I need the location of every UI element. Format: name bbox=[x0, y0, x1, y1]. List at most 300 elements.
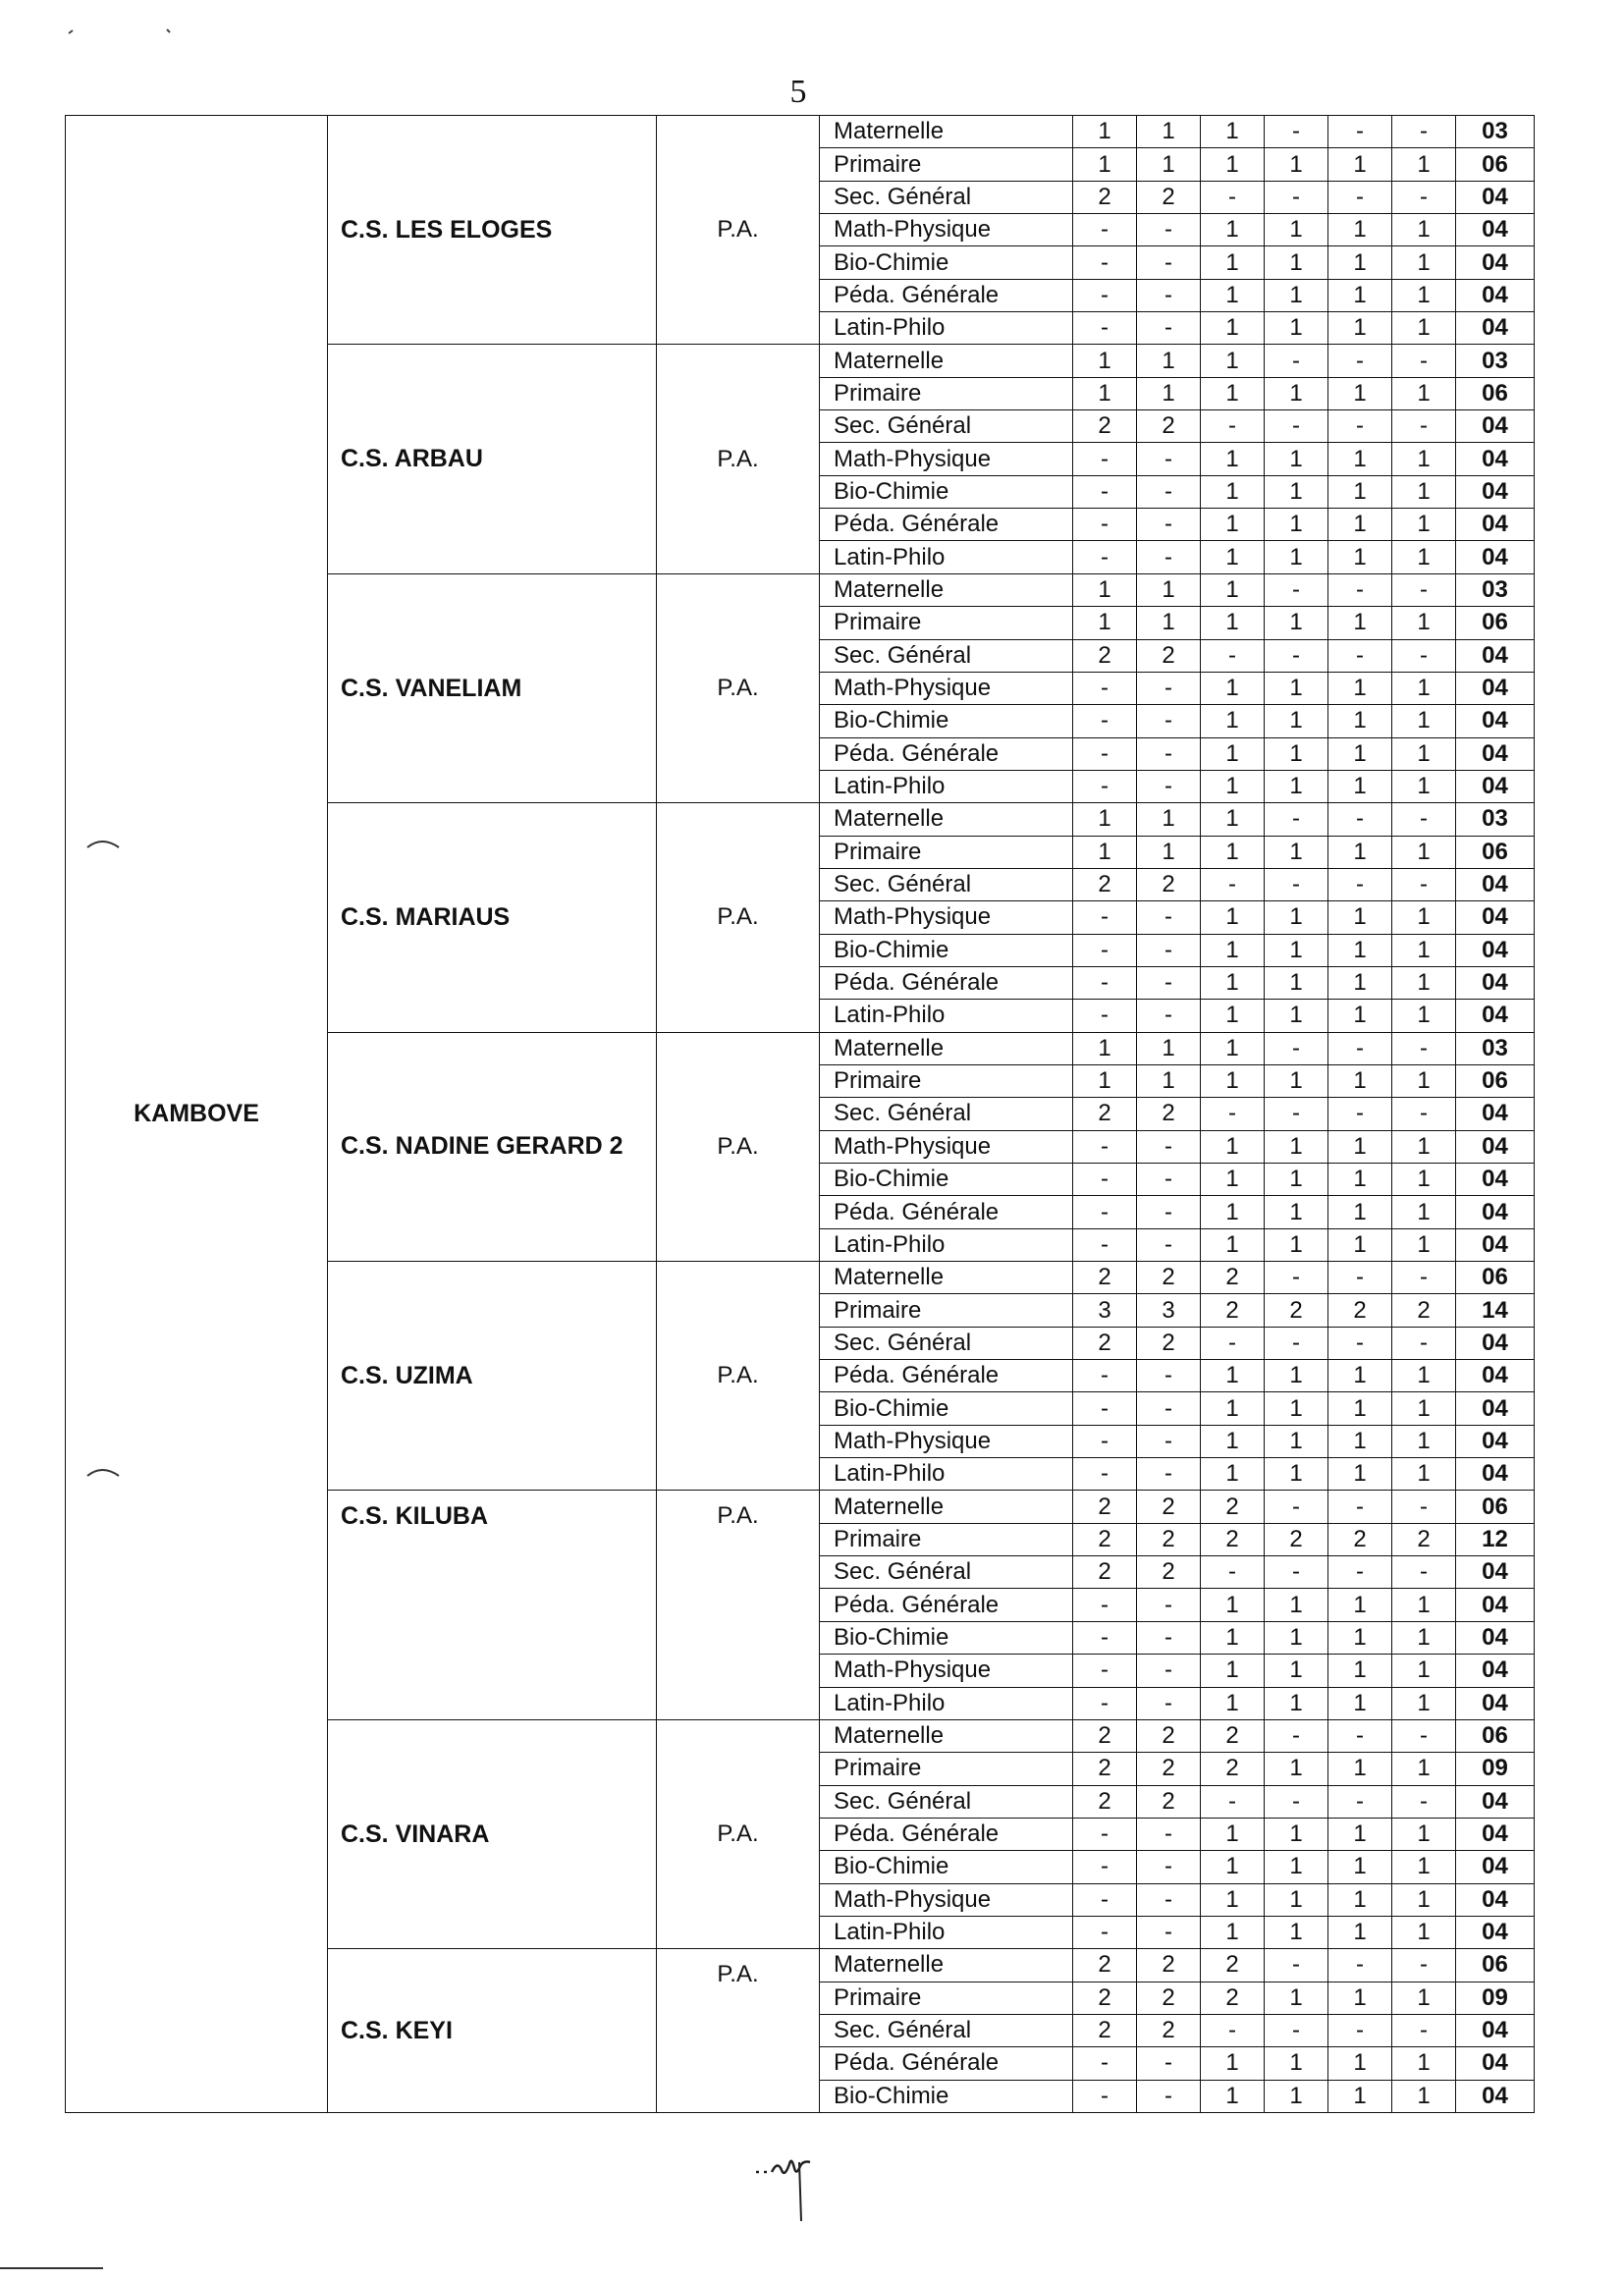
count-cell: 1 bbox=[1392, 1916, 1456, 1948]
level-label: Sec. Général bbox=[820, 1785, 1073, 1818]
count-cell: - bbox=[1137, 1458, 1201, 1491]
table-row bbox=[66, 116, 1535, 148]
count-cell: 1 bbox=[1201, 705, 1265, 737]
count-cell: 1 bbox=[1328, 1621, 1392, 1654]
total-cell: 04 bbox=[1456, 2014, 1535, 2046]
level-label: Primaire bbox=[820, 1523, 1073, 1555]
count-cell: 2 bbox=[1201, 1982, 1265, 2014]
count-cell: - bbox=[1073, 770, 1137, 802]
count-cell: - bbox=[1073, 1458, 1137, 1491]
count-cell: 1 bbox=[1392, 541, 1456, 573]
count-cell: - bbox=[1265, 410, 1328, 443]
count-cell: 1 bbox=[1265, 443, 1328, 475]
count-cell: 1 bbox=[1265, 1589, 1328, 1621]
count-cell: 2 bbox=[1137, 868, 1201, 900]
count-cell: - bbox=[1073, 705, 1137, 737]
total-cell: 04 bbox=[1456, 737, 1535, 770]
count-cell: 2 bbox=[1137, 1327, 1201, 1359]
total-cell: 04 bbox=[1456, 1130, 1535, 1163]
count-cell: - bbox=[1137, 672, 1201, 704]
count-cell: - bbox=[1073, 214, 1137, 246]
count-cell: 1 bbox=[1392, 1753, 1456, 1785]
count-cell: - bbox=[1328, 573, 1392, 606]
count-cell: 2 bbox=[1201, 1491, 1265, 1523]
count-cell: 1 bbox=[1328, 966, 1392, 999]
count-cell: 1 bbox=[1073, 377, 1137, 409]
count-cell: 1 bbox=[1265, 1982, 1328, 2014]
count-cell: 1 bbox=[1392, 148, 1456, 181]
count-cell: - bbox=[1137, 1360, 1201, 1392]
count-cell: 2 bbox=[1137, 1753, 1201, 1785]
school-status: P.A. bbox=[657, 116, 820, 345]
count-cell: 1 bbox=[1265, 1164, 1328, 1196]
level-label: Primaire bbox=[820, 377, 1073, 409]
school-name: C.S. ARBAU bbox=[328, 345, 657, 573]
count-cell: 1 bbox=[1328, 2047, 1392, 2080]
count-cell: 1 bbox=[1328, 1589, 1392, 1621]
count-cell: - bbox=[1073, 1425, 1137, 1457]
level-label: Sec. Général bbox=[820, 2014, 1073, 2046]
count-cell: - bbox=[1073, 246, 1137, 279]
count-cell: 1 bbox=[1392, 1687, 1456, 1719]
count-cell: 2 bbox=[1073, 410, 1137, 443]
count-cell: - bbox=[1265, 868, 1328, 900]
count-cell: - bbox=[1265, 1098, 1328, 1130]
margin-mark-icon bbox=[0, 2263, 108, 2273]
count-cell: 2 bbox=[1137, 1949, 1201, 1982]
total-cell: 04 bbox=[1456, 1392, 1535, 1425]
level-label: Math-Physique bbox=[820, 1425, 1073, 1457]
count-cell: - bbox=[1137, 1883, 1201, 1916]
count-cell: 1 bbox=[1392, 1228, 1456, 1261]
count-cell: 2 bbox=[1201, 1294, 1265, 1327]
count-cell: - bbox=[1137, 312, 1201, 345]
total-cell: 04 bbox=[1456, 1327, 1535, 1359]
count-cell: 1 bbox=[1265, 934, 1328, 966]
count-cell: 1 bbox=[1073, 836, 1137, 868]
count-cell: 1 bbox=[1201, 1064, 1265, 1097]
school-name: C.S. KILUBA bbox=[328, 1491, 657, 1719]
count-cell: 1 bbox=[1265, 1360, 1328, 1392]
count-cell: - bbox=[1392, 639, 1456, 672]
count-cell: 2 bbox=[1137, 1719, 1201, 1752]
count-cell: - bbox=[1328, 1949, 1392, 1982]
school-status: P.A. bbox=[657, 1719, 820, 1948]
count-cell: - bbox=[1137, 1425, 1201, 1457]
count-cell: 1 bbox=[1392, 1130, 1456, 1163]
school-status: P.A. bbox=[657, 1032, 820, 1261]
count-cell: 1 bbox=[1265, 1753, 1328, 1785]
count-cell: - bbox=[1137, 1392, 1201, 1425]
count-cell: - bbox=[1328, 1556, 1392, 1589]
count-cell: 1 bbox=[1201, 1818, 1265, 1850]
count-cell: - bbox=[1265, 1785, 1328, 1818]
count-cell: - bbox=[1137, 1818, 1201, 1850]
count-cell: - bbox=[1392, 1949, 1456, 1982]
total-cell: 09 bbox=[1456, 1753, 1535, 1785]
count-cell: 2 bbox=[1137, 1523, 1201, 1555]
level-label: Latin-Philo bbox=[820, 1916, 1073, 1948]
total-cell: 04 bbox=[1456, 475, 1535, 508]
total-cell: 04 bbox=[1456, 1916, 1535, 1948]
count-cell: 2 bbox=[1073, 868, 1137, 900]
count-cell: 1 bbox=[1392, 737, 1456, 770]
count-cell: 1 bbox=[1265, 737, 1328, 770]
count-cell: - bbox=[1073, 2080, 1137, 2112]
count-cell: - bbox=[1137, 2047, 1201, 2080]
level-label: Sec. Général bbox=[820, 1098, 1073, 1130]
level-label: Latin-Philo bbox=[820, 1000, 1073, 1032]
count-cell: 1 bbox=[1392, 1589, 1456, 1621]
count-cell: 1 bbox=[1201, 509, 1265, 541]
count-cell: 1 bbox=[1137, 607, 1201, 639]
count-cell: 1 bbox=[1392, 1982, 1456, 2014]
count-cell: 1 bbox=[1201, 541, 1265, 573]
count-cell: 1 bbox=[1265, 1916, 1328, 1948]
count-cell: 1 bbox=[1328, 934, 1392, 966]
count-cell: 1 bbox=[1201, 901, 1265, 934]
count-cell: 1 bbox=[1392, 312, 1456, 345]
total-cell: 04 bbox=[1456, 1458, 1535, 1491]
count-cell: 1 bbox=[1137, 148, 1201, 181]
count-cell: 1 bbox=[1201, 312, 1265, 345]
count-cell: 1 bbox=[1137, 1064, 1201, 1097]
count-cell: 1 bbox=[1392, 934, 1456, 966]
total-cell: 04 bbox=[1456, 1098, 1535, 1130]
count-cell: - bbox=[1137, 1687, 1201, 1719]
count-cell: - bbox=[1073, 279, 1137, 311]
total-cell: 04 bbox=[1456, 1000, 1535, 1032]
school-status: P.A. bbox=[657, 1949, 820, 2113]
count-cell: - bbox=[1073, 1687, 1137, 1719]
count-cell: - bbox=[1328, 181, 1392, 213]
count-cell: - bbox=[1328, 1098, 1392, 1130]
school-name: C.S. VINARA bbox=[328, 1719, 657, 1948]
total-cell: 09 bbox=[1456, 1982, 1535, 2014]
count-cell: - bbox=[1073, 966, 1137, 999]
level-label: Latin-Philo bbox=[820, 312, 1073, 345]
level-label: Péda. Générale bbox=[820, 2047, 1073, 2080]
level-label: Maternelle bbox=[820, 1262, 1073, 1294]
count-cell: 1 bbox=[1265, 148, 1328, 181]
count-cell: - bbox=[1392, 1262, 1456, 1294]
count-cell: 1 bbox=[1201, 770, 1265, 802]
count-cell: 2 bbox=[1137, 181, 1201, 213]
count-cell: 1 bbox=[1201, 279, 1265, 311]
count-cell: - bbox=[1265, 1032, 1328, 1064]
count-cell: - bbox=[1137, 541, 1201, 573]
count-cell: 1 bbox=[1201, 1360, 1265, 1392]
count-cell: 2 bbox=[1201, 1719, 1265, 1752]
count-cell: 1 bbox=[1265, 1130, 1328, 1163]
count-cell: 1 bbox=[1073, 345, 1137, 377]
count-cell: 1 bbox=[1201, 607, 1265, 639]
count-cell: 1 bbox=[1328, 1425, 1392, 1457]
margin-mark-icon bbox=[59, 12, 187, 41]
count-cell: 1 bbox=[1392, 246, 1456, 279]
school-name: C.S. UZIMA bbox=[328, 1262, 657, 1491]
school-status: P.A. bbox=[657, 803, 820, 1032]
total-cell: 04 bbox=[1456, 639, 1535, 672]
count-cell: 1 bbox=[1265, 1621, 1328, 1654]
count-cell: 1 bbox=[1201, 246, 1265, 279]
count-cell: 1 bbox=[1201, 1916, 1265, 1948]
school-name: C.S. MARIAUS bbox=[328, 803, 657, 1032]
count-cell: 1 bbox=[1201, 1392, 1265, 1425]
count-cell: - bbox=[1328, 1491, 1392, 1523]
count-cell: 1 bbox=[1328, 607, 1392, 639]
count-cell: 1 bbox=[1328, 705, 1392, 737]
level-label: Latin-Philo bbox=[820, 1458, 1073, 1491]
count-cell: 1 bbox=[1392, 1196, 1456, 1228]
count-cell: 1 bbox=[1201, 148, 1265, 181]
count-cell: - bbox=[1073, 672, 1137, 704]
count-cell: 1 bbox=[1328, 1360, 1392, 1392]
count-cell: 2 bbox=[1137, 1982, 1201, 2014]
total-cell: 06 bbox=[1456, 148, 1535, 181]
count-cell: 1 bbox=[1201, 2080, 1265, 2112]
total-cell: 04 bbox=[1456, 1556, 1535, 1589]
count-cell: - bbox=[1073, 443, 1137, 475]
count-cell: 1 bbox=[1201, 345, 1265, 377]
count-cell: - bbox=[1328, 410, 1392, 443]
level-label: Bio-Chimie bbox=[820, 1851, 1073, 1883]
count-cell: 1 bbox=[1328, 1196, 1392, 1228]
total-cell: 06 bbox=[1456, 1719, 1535, 1752]
count-cell: 2 bbox=[1073, 1098, 1137, 1130]
count-cell: - bbox=[1073, 1851, 1137, 1883]
total-cell: 03 bbox=[1456, 573, 1535, 606]
count-cell: - bbox=[1073, 1392, 1137, 1425]
count-cell: - bbox=[1265, 639, 1328, 672]
count-cell: - bbox=[1201, 868, 1265, 900]
count-cell: 1 bbox=[1328, 1458, 1392, 1491]
count-cell: - bbox=[1392, 2014, 1456, 2046]
total-cell: 04 bbox=[1456, 1196, 1535, 1228]
count-cell: 1 bbox=[1392, 279, 1456, 311]
school-status: P.A. bbox=[657, 1262, 820, 1491]
total-cell: 06 bbox=[1456, 836, 1535, 868]
total-cell: 04 bbox=[1456, 1851, 1535, 1883]
school-name: C.S. NADINE GERARD 2 bbox=[328, 1032, 657, 1261]
level-label: Bio-Chimie bbox=[820, 246, 1073, 279]
total-cell: 04 bbox=[1456, 770, 1535, 802]
total-cell: 04 bbox=[1456, 246, 1535, 279]
count-cell: - bbox=[1073, 1916, 1137, 1948]
level-label: Maternelle bbox=[820, 1719, 1073, 1752]
count-cell: 1 bbox=[1201, 836, 1265, 868]
signature-icon bbox=[752, 2143, 831, 2231]
level-label: Math-Physique bbox=[820, 901, 1073, 934]
count-cell: 1 bbox=[1392, 1458, 1456, 1491]
count-cell: 1 bbox=[1265, 1883, 1328, 1916]
count-cell: - bbox=[1201, 1785, 1265, 1818]
count-cell: - bbox=[1392, 1556, 1456, 1589]
count-cell: - bbox=[1328, 868, 1392, 900]
count-cell: 1 bbox=[1201, 966, 1265, 999]
count-cell: 1 bbox=[1265, 246, 1328, 279]
count-cell: 1 bbox=[1265, 607, 1328, 639]
count-cell: 1 bbox=[1201, 737, 1265, 770]
count-cell: - bbox=[1392, 181, 1456, 213]
level-label: Math-Physique bbox=[820, 443, 1073, 475]
count-cell: - bbox=[1265, 803, 1328, 836]
school-name: C.S. LES ELOGES bbox=[328, 116, 657, 345]
count-cell: 2 bbox=[1265, 1294, 1328, 1327]
total-cell: 04 bbox=[1456, 443, 1535, 475]
count-cell: 1 bbox=[1328, 377, 1392, 409]
count-cell: 1 bbox=[1265, 2080, 1328, 2112]
count-cell: - bbox=[1201, 181, 1265, 213]
count-cell: 1 bbox=[1328, 475, 1392, 508]
total-cell: 03 bbox=[1456, 345, 1535, 377]
count-cell: 1 bbox=[1328, 1753, 1392, 1785]
count-cell: - bbox=[1328, 1785, 1392, 1818]
count-cell: - bbox=[1265, 345, 1328, 377]
count-cell: - bbox=[1328, 345, 1392, 377]
count-cell: 2 bbox=[1073, 2014, 1137, 2046]
count-cell: 1 bbox=[1392, 2047, 1456, 2080]
count-cell: - bbox=[1073, 1164, 1137, 1196]
school-status: P.A. bbox=[657, 345, 820, 573]
count-cell: 1 bbox=[1265, 541, 1328, 573]
count-cell: - bbox=[1137, 1916, 1201, 1948]
count-cell: 1 bbox=[1073, 573, 1137, 606]
count-cell: 1 bbox=[1201, 1655, 1265, 1687]
total-cell: 04 bbox=[1456, 1655, 1535, 1687]
level-label: Math-Physique bbox=[820, 214, 1073, 246]
count-cell: - bbox=[1201, 1327, 1265, 1359]
count-cell: 2 bbox=[1137, 1491, 1201, 1523]
count-cell: 1 bbox=[1392, 607, 1456, 639]
level-label: Péda. Générale bbox=[820, 1196, 1073, 1228]
count-cell: - bbox=[1073, 737, 1137, 770]
count-cell: 1 bbox=[1392, 1655, 1456, 1687]
total-cell: 04 bbox=[1456, 1818, 1535, 1850]
count-cell: 2 bbox=[1201, 1753, 1265, 1785]
count-cell: 2 bbox=[1073, 1327, 1137, 1359]
count-cell: 1 bbox=[1137, 116, 1201, 148]
total-cell: 06 bbox=[1456, 377, 1535, 409]
count-cell: 1 bbox=[1328, 509, 1392, 541]
count-cell: - bbox=[1073, 312, 1137, 345]
total-cell: 04 bbox=[1456, 705, 1535, 737]
count-cell: 1 bbox=[1201, 1687, 1265, 1719]
count-cell: 1 bbox=[1201, 1228, 1265, 1261]
count-cell: - bbox=[1137, 901, 1201, 934]
count-cell: 1 bbox=[1392, 475, 1456, 508]
count-cell: - bbox=[1073, 1360, 1137, 1392]
count-cell: 1 bbox=[1392, 509, 1456, 541]
count-cell: 2 bbox=[1328, 1294, 1392, 1327]
count-cell: 1 bbox=[1201, 1621, 1265, 1654]
count-cell: 1 bbox=[1328, 1655, 1392, 1687]
count-cell: - bbox=[1265, 1556, 1328, 1589]
level-label: Bio-Chimie bbox=[820, 2080, 1073, 2112]
level-label: Sec. Général bbox=[820, 639, 1073, 672]
count-cell: - bbox=[1392, 410, 1456, 443]
count-cell: - bbox=[1073, 1621, 1137, 1654]
count-cell: - bbox=[1392, 1785, 1456, 1818]
count-cell: 1 bbox=[1201, 1425, 1265, 1457]
count-cell: 1 bbox=[1201, 1164, 1265, 1196]
count-cell: 1 bbox=[1265, 1818, 1328, 1850]
count-cell: - bbox=[1137, 443, 1201, 475]
count-cell: 1 bbox=[1073, 116, 1137, 148]
count-cell: 1 bbox=[1265, 836, 1328, 868]
count-cell: 1 bbox=[1265, 672, 1328, 704]
count-cell: - bbox=[1137, 279, 1201, 311]
level-label: Primaire bbox=[820, 1294, 1073, 1327]
total-cell: 04 bbox=[1456, 672, 1535, 704]
count-cell: 2 bbox=[1137, 410, 1201, 443]
level-label: Péda. Générale bbox=[820, 1360, 1073, 1392]
count-cell: - bbox=[1392, 116, 1456, 148]
count-cell: - bbox=[1328, 1327, 1392, 1359]
count-cell: 2 bbox=[1073, 1949, 1137, 1982]
count-cell: 2 bbox=[1073, 1719, 1137, 1752]
count-cell: - bbox=[1073, 1000, 1137, 1032]
count-cell: 2 bbox=[1073, 1556, 1137, 1589]
level-label: Primaire bbox=[820, 607, 1073, 639]
count-cell: - bbox=[1328, 639, 1392, 672]
count-cell: 1 bbox=[1328, 737, 1392, 770]
count-cell: - bbox=[1328, 116, 1392, 148]
count-cell: 1 bbox=[1392, 836, 1456, 868]
count-cell: 2 bbox=[1073, 1262, 1137, 1294]
count-cell: 2 bbox=[1137, 1262, 1201, 1294]
total-cell: 04 bbox=[1456, 1360, 1535, 1392]
count-cell: 1 bbox=[1392, 1621, 1456, 1654]
total-cell: 03 bbox=[1456, 803, 1535, 836]
count-cell: 1 bbox=[1265, 1687, 1328, 1719]
count-cell: - bbox=[1137, 705, 1201, 737]
count-cell: - bbox=[1137, 246, 1201, 279]
total-cell: 06 bbox=[1456, 1491, 1535, 1523]
count-cell: 1 bbox=[1328, 901, 1392, 934]
count-cell: - bbox=[1265, 1327, 1328, 1359]
level-label: Péda. Générale bbox=[820, 737, 1073, 770]
count-cell: - bbox=[1073, 509, 1137, 541]
count-cell: 1 bbox=[1265, 1196, 1328, 1228]
count-cell: 1 bbox=[1328, 1916, 1392, 1948]
count-cell: 1 bbox=[1328, 836, 1392, 868]
count-cell: - bbox=[1137, 1589, 1201, 1621]
margin-mark-icon bbox=[84, 1461, 124, 1481]
level-label: Latin-Philo bbox=[820, 770, 1073, 802]
count-cell: - bbox=[1201, 410, 1265, 443]
count-cell: - bbox=[1392, 573, 1456, 606]
count-cell: - bbox=[1265, 1262, 1328, 1294]
count-cell: 1 bbox=[1265, 377, 1328, 409]
count-cell: - bbox=[1328, 1262, 1392, 1294]
count-cell: - bbox=[1137, 966, 1201, 999]
count-cell: - bbox=[1137, 1228, 1201, 1261]
count-cell: 1 bbox=[1392, 705, 1456, 737]
count-cell: - bbox=[1137, 1130, 1201, 1163]
school-status: P.A. bbox=[657, 573, 820, 802]
count-cell: 1 bbox=[1328, 1392, 1392, 1425]
count-cell: 1 bbox=[1328, 148, 1392, 181]
count-cell: - bbox=[1265, 573, 1328, 606]
count-cell: 1 bbox=[1328, 2080, 1392, 2112]
count-cell: 1 bbox=[1328, 672, 1392, 704]
level-label: Bio-Chimie bbox=[820, 475, 1073, 508]
total-cell: 04 bbox=[1456, 1687, 1535, 1719]
count-cell: - bbox=[1392, 1719, 1456, 1752]
count-cell: 1 bbox=[1328, 1687, 1392, 1719]
count-cell: 1 bbox=[1392, 214, 1456, 246]
